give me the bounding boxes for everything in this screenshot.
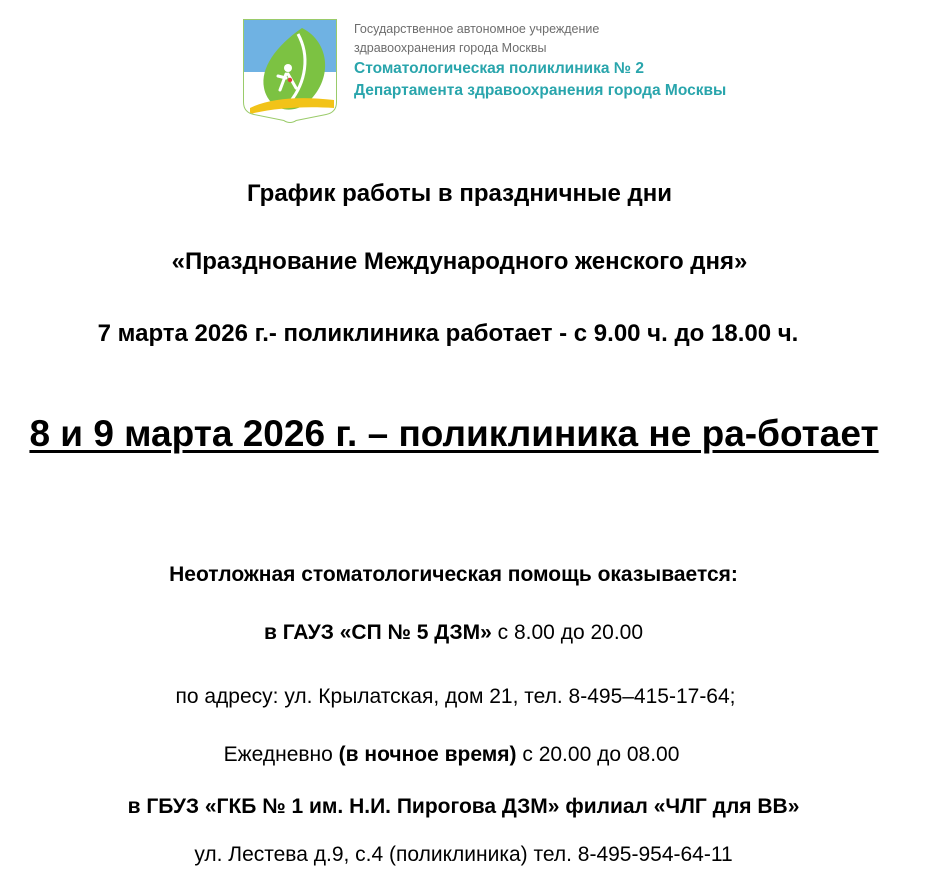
clinic1-hours: с 8.00 до 20.00	[491, 621, 644, 644]
org-line-1: Государственное автономное учреждение	[354, 22, 600, 36]
clinic1-line	[0, 620, 917, 646]
org-line-4: Департамента здравоохранения города Москвы	[354, 82, 727, 99]
organization-name	[354, 20, 794, 102]
clinic1-name: в ГАУЗ «СП № 5 ДЗМ»	[263, 621, 492, 644]
clinic2-address: ул. Лестева д.9, с.4 (поликлиника) тел. 8-495-954-64-11	[194, 843, 733, 866]
org-line-2: здравоохранения города Москвы	[354, 41, 547, 55]
emergency-heading: Неотложная стоматологическая помощь оказывается:	[169, 563, 738, 586]
clinic1-address: по адресу: ул. Крылатская, дом 21, тел. 8-495–415-17-64;	[175, 685, 736, 708]
holiday-name: «Празднование Международного женского дня»	[171, 248, 748, 275]
clinic2-name: в ГБУЗ «ГКБ № 1 им. Н.И. Пирогова ДЗМ» филиал «ЧЛГ для ВВ»	[127, 795, 800, 818]
clinic-logo-icon	[240, 16, 340, 128]
org-line-3: Стоматологическая поликлиника № 2	[354, 60, 644, 77]
march-7-schedule: 7 марта 2026 г.- поликлиника работает - с 9.00 ч. до 18.00 ч.	[97, 320, 799, 347]
daily-prefix: Ежедневно	[223, 743, 339, 766]
schedule-title: График работы в праздничные дни	[246, 180, 672, 207]
daily-line	[0, 742, 915, 768]
daily-hours: с 20.00 до 08.00	[516, 743, 680, 766]
page-header	[240, 16, 800, 128]
daily-night: (в ночное время)	[338, 743, 517, 766]
closed-notice: 8 и 9 марта 2026 г. – поликлиника не ра-ботает	[29, 413, 879, 454]
